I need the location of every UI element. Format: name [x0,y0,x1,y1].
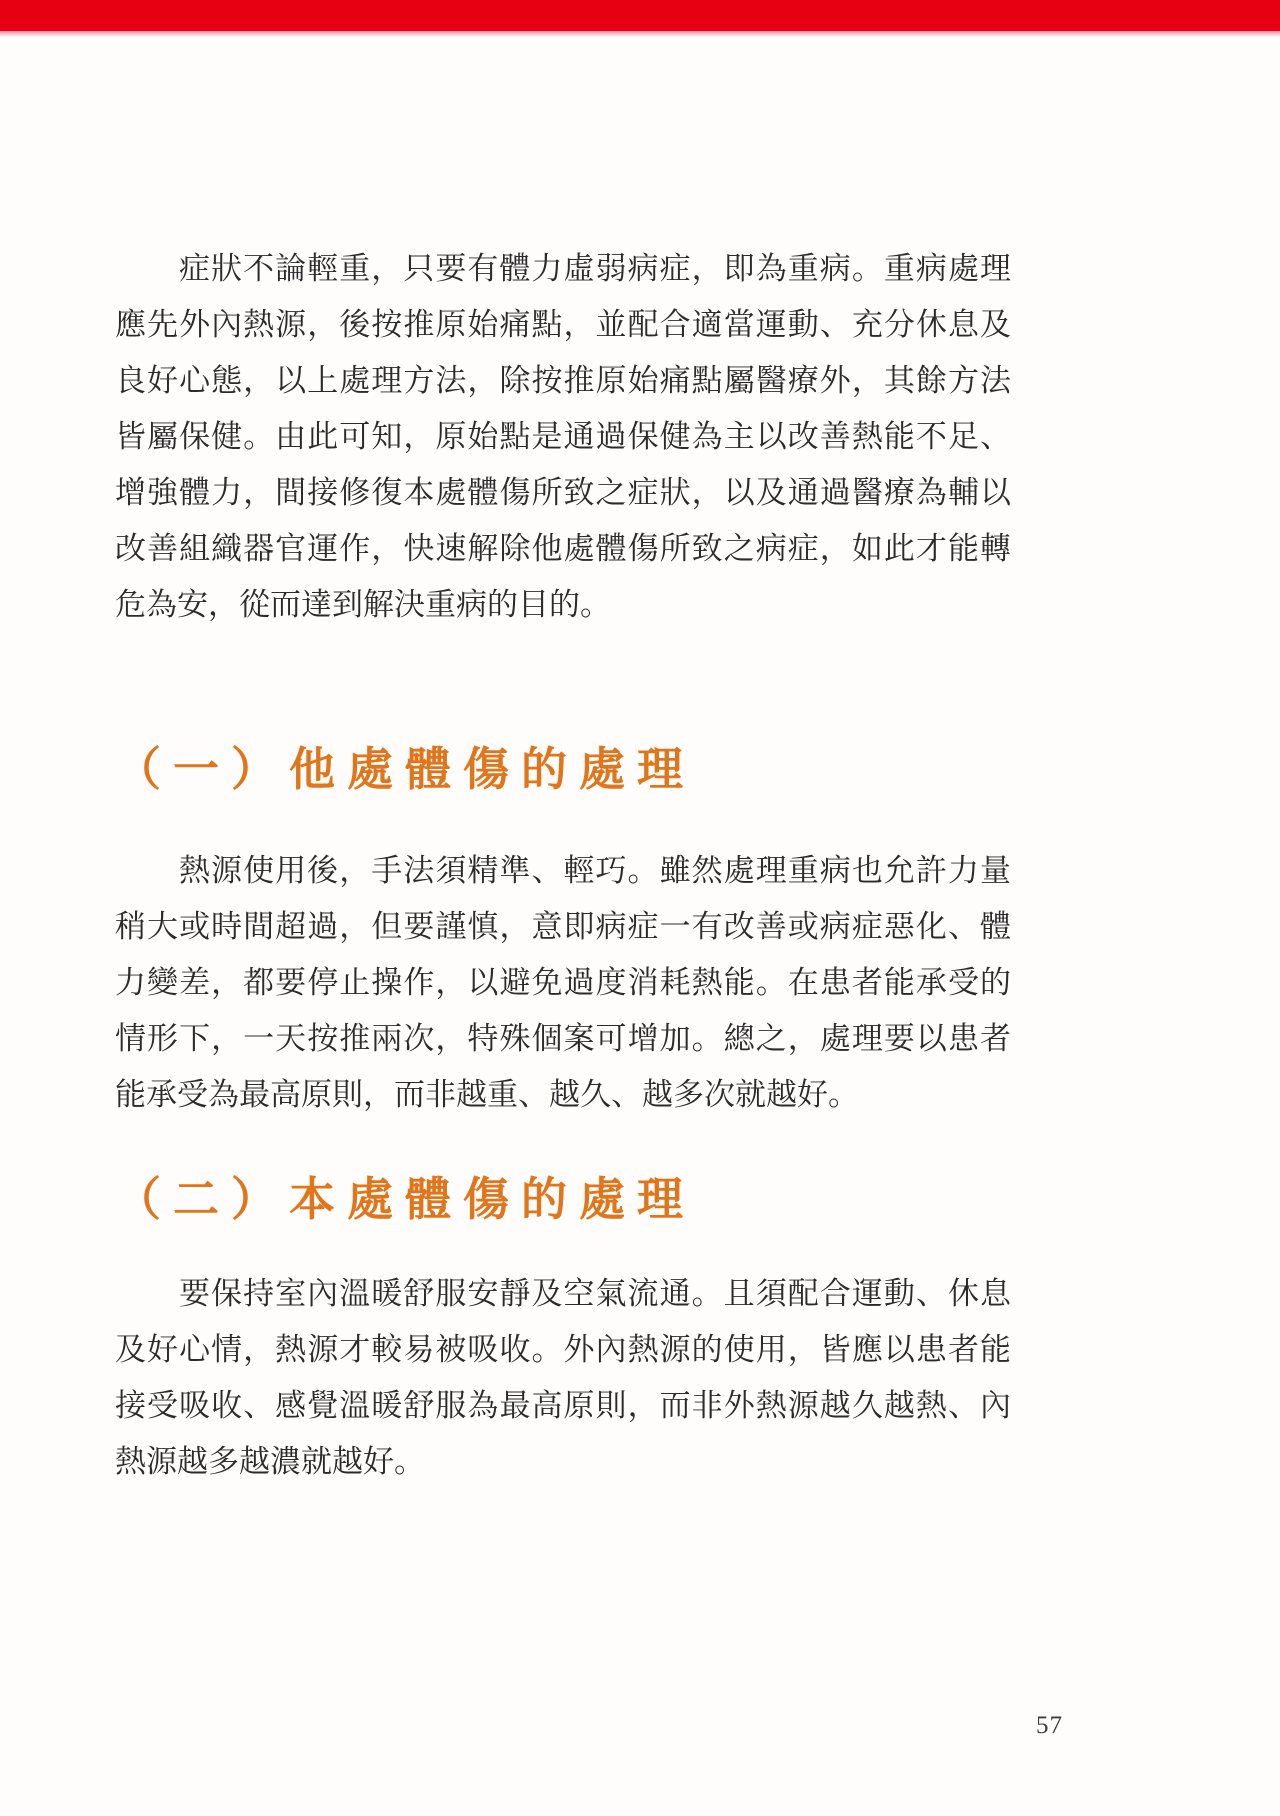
paragraph-section-1 [115,843,1011,1123]
body-line: 接受吸收、感覺溫暖舒服為最高原則，而非外熱源越久越熱、內 [115,1388,1011,1423]
body-line: 症狀不論輕重，只要有體力虛弱病症，即為重病。重病處理 [179,251,1011,286]
section-heading-1: （一）他處體傷的處理 [115,744,695,795]
page-number: 57 [1036,1712,1063,1739]
body-line: 及好心情，熱源才較易被吸收。外內熱源的使用，皆應以患者能 [115,1332,1011,1367]
section-heading-2: （二）本處體傷的處理 [115,1174,695,1225]
paragraph-section-2 [115,1266,1011,1490]
body-line: 增強體力，間接修復本處體傷所致之症狀，以及通過醫療為輔以 [115,475,1011,510]
body-line: 改善組織器官運作，快速解除他處體傷所致之病症，如此才能轉 [115,531,1011,566]
paragraph-intro [115,241,1011,633]
body-line: 熱源越多越濃就越好。 [115,1444,425,1479]
body-line: 皆屬保健。由此可知，原始點是通過保健為主以改善熱能不足、 [115,419,1011,454]
body-line: 力變差，都要停止操作，以避免過度消耗熱能。在患者能承受的 [115,965,1011,1000]
body-line: 良好心態，以上處理方法，除按推原始痛點屬醫療外，其餘方法 [115,363,1011,398]
body-line: 情形下，一天按推兩次，特殊個案可增加。總之，處理要以患者 [115,1021,1011,1056]
body-line: 危為安，從而達到解決重病的目的。 [115,587,611,622]
body-line: 熱源使用後，手法須精準、輕巧。雖然處理重病也允許力量 [179,853,1011,888]
body-line: 應先外內熱源，後按推原始痛點，並配合適當運動、充分休息及 [115,307,1011,342]
body-line: 要保持室內溫暖舒服安靜及空氣流通。且須配合運動、休息 [179,1276,1011,1311]
body-line: 能承受為最高原則，而非越重、越久、越多次就越好。 [115,1077,859,1112]
body-line: 稍大或時間超過，但要謹慎，意即病症一有改善或病症惡化、體 [115,909,1011,944]
top-red-banner [0,0,1280,31]
